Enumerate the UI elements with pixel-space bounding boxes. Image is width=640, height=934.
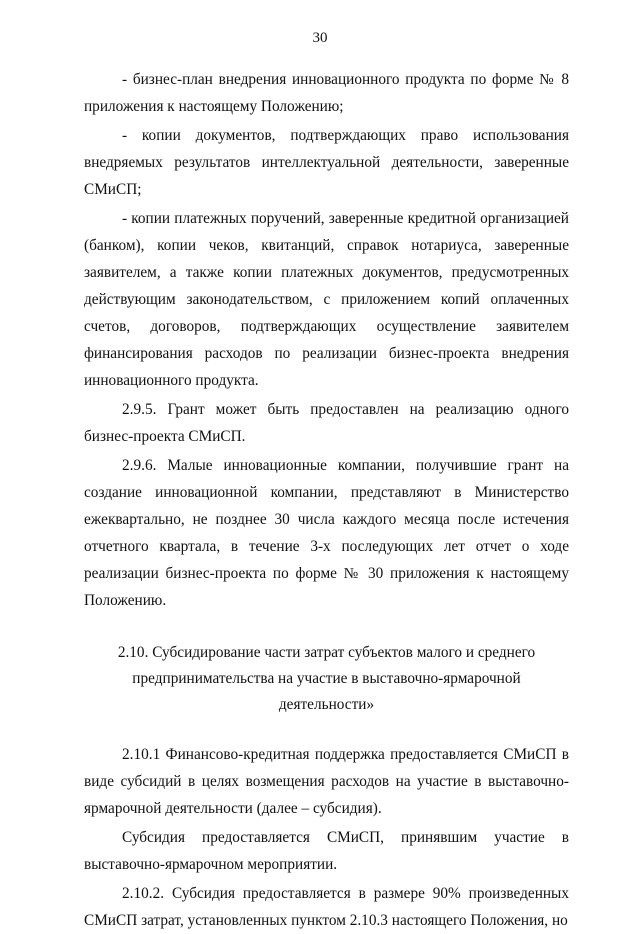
clause-2-10-2: 2.10.2. Субсидия предоставляется в размере 90% произведенных СМиСП затрат, установленных пунктом 2.10.3 настоящего Положения, но: [84, 885, 569, 929]
subsidy-recipients-paragraph: Субсидия предоставляется СМиСП, принявшим участие в выставочно-ярмарочном мероприятии.: [84, 829, 569, 873]
page-number: 30: [312, 30, 328, 46]
clause-2-9-5: 2.9.5. Грант может быть предоставлен на реализацию одного бизнес-проекта СМиСП.: [84, 401, 569, 445]
spacer: [84, 718, 569, 741]
section-heading-2-10: 2.10. Субсидирование части затрат субъектов малого и среднего предпринимательства на участие в выставочно-ярмарочной деятельности»: [117, 644, 536, 713]
list-item-business-plan: - бизнес-план внедрения инновационного продукта по форме № 8 приложения к настоящему Положению;: [84, 71, 569, 115]
clause-2-9-6: 2.9.6. Малые инновационные компании, получившие грант на создание инновационной компании, представляют в Министерство ежеквартально, не позднее 30 числа каждого месяца после истечения отчетного квартала, в течение 3-х последующих лет отчет о ходе реализации бизнес-проекта по форме № 30 приложения к настоящему Положению.: [84, 457, 569, 609]
clause-2-10-1: 2.10.1 Финансово-кредитная поддержка предоставляется СМиСП в виде субсидий в целях возмещения расходов на участие в выставочно-ярмарочной деятельности (далее – субсидия).: [84, 746, 569, 817]
list-item-payment-copies: - копии платежных поручений, заверенные кредитной организацией (банком), копии чеков, квитанций, справок нотариуса, заверенные заявителем, а также копии платежных документов, предусмотренных действующим законодательством, с приложением копий оплаченных счетов, договоров, подтверждающих осуществление заявителем финансирования расходов по реализации бизнес-проекта внедрения инновационного продукта.: [84, 210, 569, 389]
spacer: [84, 614, 569, 640]
document-body: [84, 66, 569, 934]
list-item-ip-documents: - копии документов, подтверждающих право использования внедряемых результатов интеллектуальной деятельности, заверенные СМиСП;: [84, 127, 569, 198]
